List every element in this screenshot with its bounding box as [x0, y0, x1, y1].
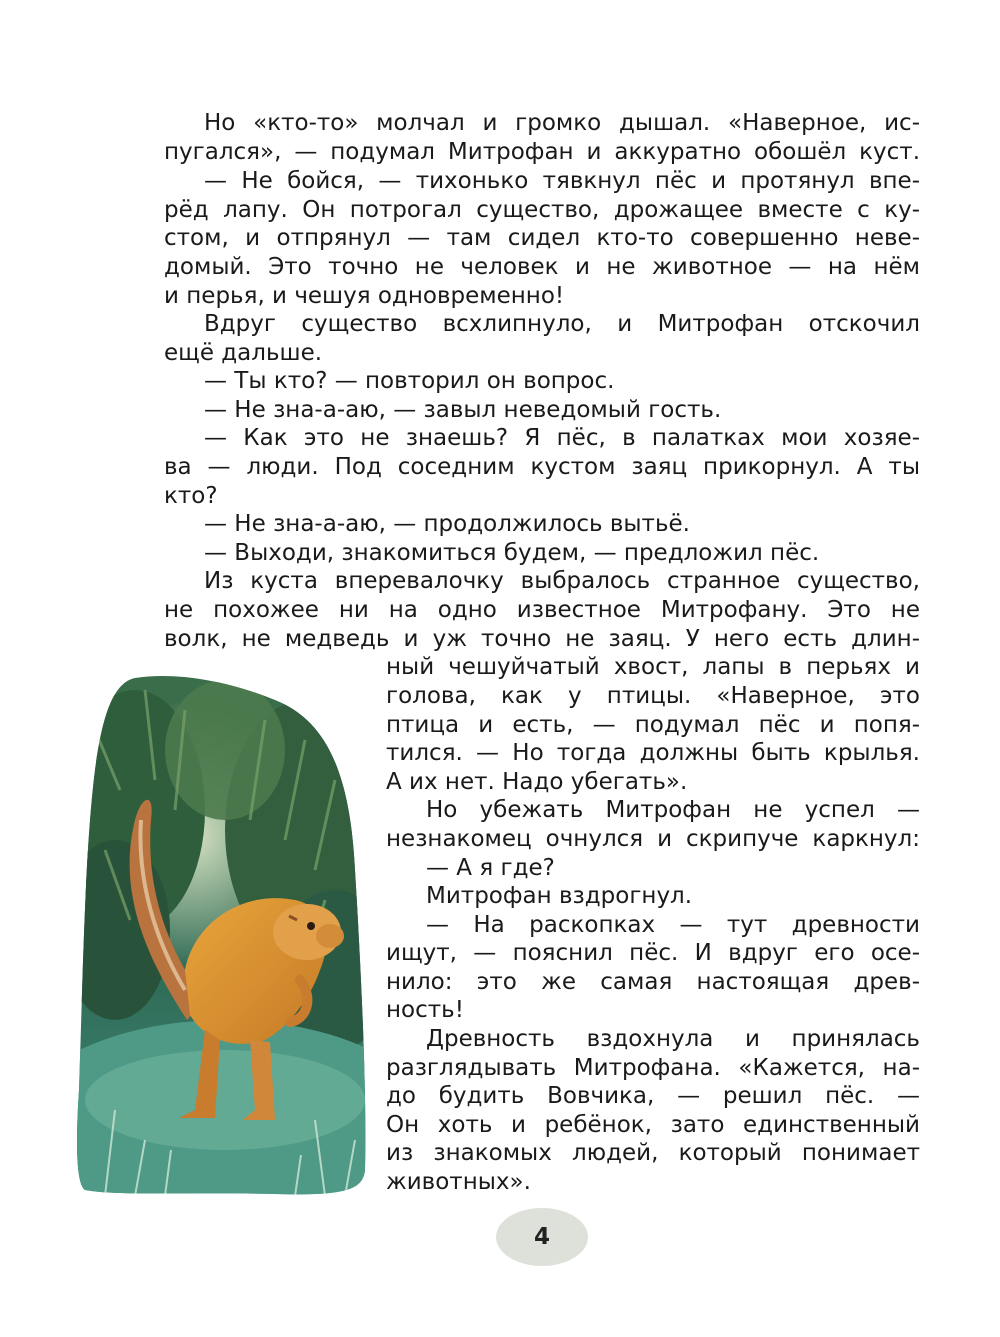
- text-line: — На раскопках — тут древности: [426, 912, 920, 938]
- text-line: Но «кто-то» молчал и громко дышал. «Наверное, ис-: [204, 110, 920, 136]
- text-line: — Не зна-а-аю, — завыл неведомый гость.: [204, 397, 722, 423]
- text-line: — Ты кто? — повторил он вопрос.: [204, 368, 615, 394]
- text-line: ность!: [386, 997, 464, 1023]
- text-line: стом, и отпрянул — там сидел кто-то совершенно неве-: [164, 225, 920, 251]
- text-line: незнакомец очнулся и скрипуче каркнул:: [386, 826, 920, 852]
- text-line: — Как это не знаешь? Я пёс, в палатках мои хозяе-: [204, 425, 920, 451]
- text-line: Вдруг существо всхлипнуло, и Митрофан отскочил: [204, 311, 920, 337]
- text-line: голова, как у птицы. «Наверное, это: [386, 683, 920, 709]
- text-line: птица и есть, — подумал пёс и попя-: [386, 712, 920, 738]
- creature-illustration: [75, 670, 367, 1196]
- text-line: ный чешуйчатый хвост, лапы в перьях и: [386, 654, 920, 680]
- text-line: Но убежать Митрофан не успел —: [426, 797, 920, 823]
- text-line: ва — люди. Под соседним кустом заяц прикорнул. А ты: [164, 454, 920, 480]
- text-line: тился. — Но тогда должны быть крылья.: [386, 740, 920, 766]
- text-line: и перья, и чешуя одновременно!: [164, 283, 565, 309]
- text-line: домый. Это точно не человек и не животное — на нём: [164, 254, 920, 280]
- text-line: ищут, — пояснил пёс. И вдруг его осе-: [386, 940, 920, 966]
- text-line: ещё дальше.: [164, 340, 323, 366]
- text-line: — Не бойся, — тихонько тявкнул пёс и протянул впе-: [204, 168, 920, 194]
- text-line: рёд лапу. Он потрогал существо, дрожащее вместе с ку-: [164, 197, 920, 223]
- text-line: Древность вздохнула и принялась: [426, 1026, 920, 1052]
- text-line: А их нет. Надо убегать».: [386, 769, 688, 795]
- text-line: не похожее ни на одно известное Митрофану. Это не: [164, 597, 920, 623]
- text-line: нило: это же самая настоящая древ-: [386, 969, 920, 995]
- text-line: — Не зна-а-аю, — продолжилось вытьё.: [204, 511, 690, 537]
- text-line: Митрофан вздрогнул.: [426, 883, 693, 909]
- text-line: — А я где?: [426, 855, 555, 881]
- text-line: — Выходи, знакомиться будем, — предложил пёс.: [204, 540, 820, 566]
- text-line: до будить Вовчика, — решил пёс. —: [386, 1083, 920, 1109]
- text-line: пугался», — подумал Митрофан и аккуратно обошёл куст.: [164, 139, 920, 165]
- text-line: Из куста вперевалочку выбралось странное существо,: [204, 568, 920, 594]
- text-line: Он хоть и ребёнок, зато единственный: [386, 1112, 920, 1138]
- text-line: животных».: [386, 1169, 531, 1195]
- page-number: 4: [496, 1208, 588, 1266]
- text-line: кто?: [164, 483, 218, 509]
- text-line: разглядывать Митрофана. «Кажется, на-: [386, 1055, 920, 1081]
- text-line: из знакомых людей, который понимает: [386, 1140, 920, 1166]
- text-line: волк, не медведь и уж точно не заяц. У него есть длин-: [164, 626, 920, 652]
